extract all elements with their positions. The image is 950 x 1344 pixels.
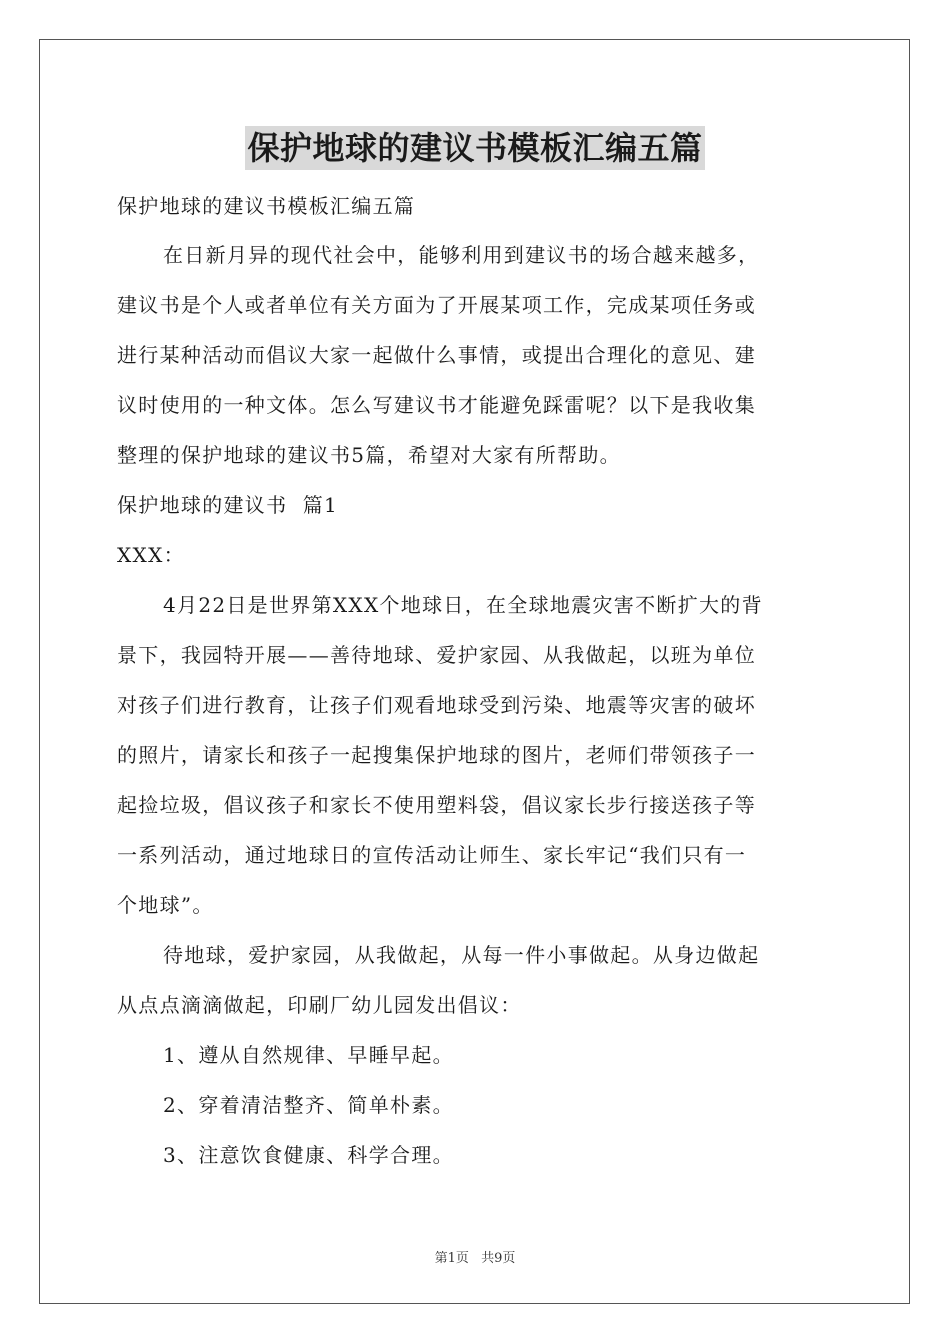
- paragraph-line: 一系列活动，通过地球日的宣传活动让师生、家长牢记“我们只有一: [117, 843, 747, 867]
- salutation: XXX：: [117, 543, 185, 567]
- paragraph-line: 建议书是个人或者单位有关方面为了开展某项工作，完成某项任务或: [117, 293, 756, 317]
- document-subtitle: 保护地球的建议书模板汇编五篇: [117, 194, 416, 218]
- paragraph-line: 整理的保护地球的建议书5篇，希望对大家有所帮助。: [117, 443, 621, 467]
- paragraph-line: 的照片，请家长和孩子一起搜集保护地球的图片，老师们带领孩子一: [117, 743, 756, 767]
- paragraph-line: 个地球”。: [117, 893, 214, 917]
- paragraph-line: 4月22日是世界第XXX个地球日，在全球地震灾害不断扩大的背: [163, 593, 763, 617]
- paragraph-2: [117, 930, 833, 1030]
- list-item: 2、穿着清洁整齐、简单朴素。: [163, 1093, 454, 1117]
- page-number-total: 共9页: [481, 1251, 516, 1266]
- title-wrap: [117, 126, 833, 174]
- document-body: [117, 126, 833, 1180]
- paragraph-line: 待地球，爱护家园，从我做起，从每一件小事做起。从身边做起: [163, 943, 760, 967]
- page-footer: [0, 1247, 950, 1266]
- paragraph-line: 议时使用的一种文体。怎么写建议书才能避免踩雷呢？以下是我收集: [117, 393, 756, 417]
- paragraph-line: 从点点滴滴做起，印刷厂幼儿园发出倡议：: [117, 993, 522, 1017]
- intro-paragraph: [117, 230, 833, 480]
- paragraph-1: [117, 580, 833, 930]
- list-item: 3、注意饮食健康、科学合理。: [163, 1143, 454, 1167]
- paragraph-line: 在日新月异的现代社会中，能够利用到建议书的场合越来越多，: [163, 243, 760, 267]
- document-title: 保护地球的建议书模板汇编五篇: [245, 126, 704, 170]
- page-number-current: 第1页: [434, 1251, 469, 1266]
- paragraph-line: 对孩子们进行教育，让孩子们观看地球受到污染、地震等灾害的破坏: [117, 693, 756, 717]
- proposal-list: [117, 1030, 833, 1180]
- paragraph-line: 起捡垃圾，倡议孩子和家长不使用塑料袋，倡议家长步行接送孩子等: [117, 793, 756, 817]
- paragraph-line: 景下，我园特开展——善待地球、爱护家园、从我做起，以班为单位: [117, 643, 756, 667]
- section-heading: 保护地球的建议书 篇1: [117, 493, 339, 517]
- list-item: 1、遵从自然规律、早睡早起。: [163, 1043, 454, 1067]
- paragraph-line: 进行某种活动而倡议大家一起做什么事情，或提出合理化的意见、建: [117, 343, 756, 367]
